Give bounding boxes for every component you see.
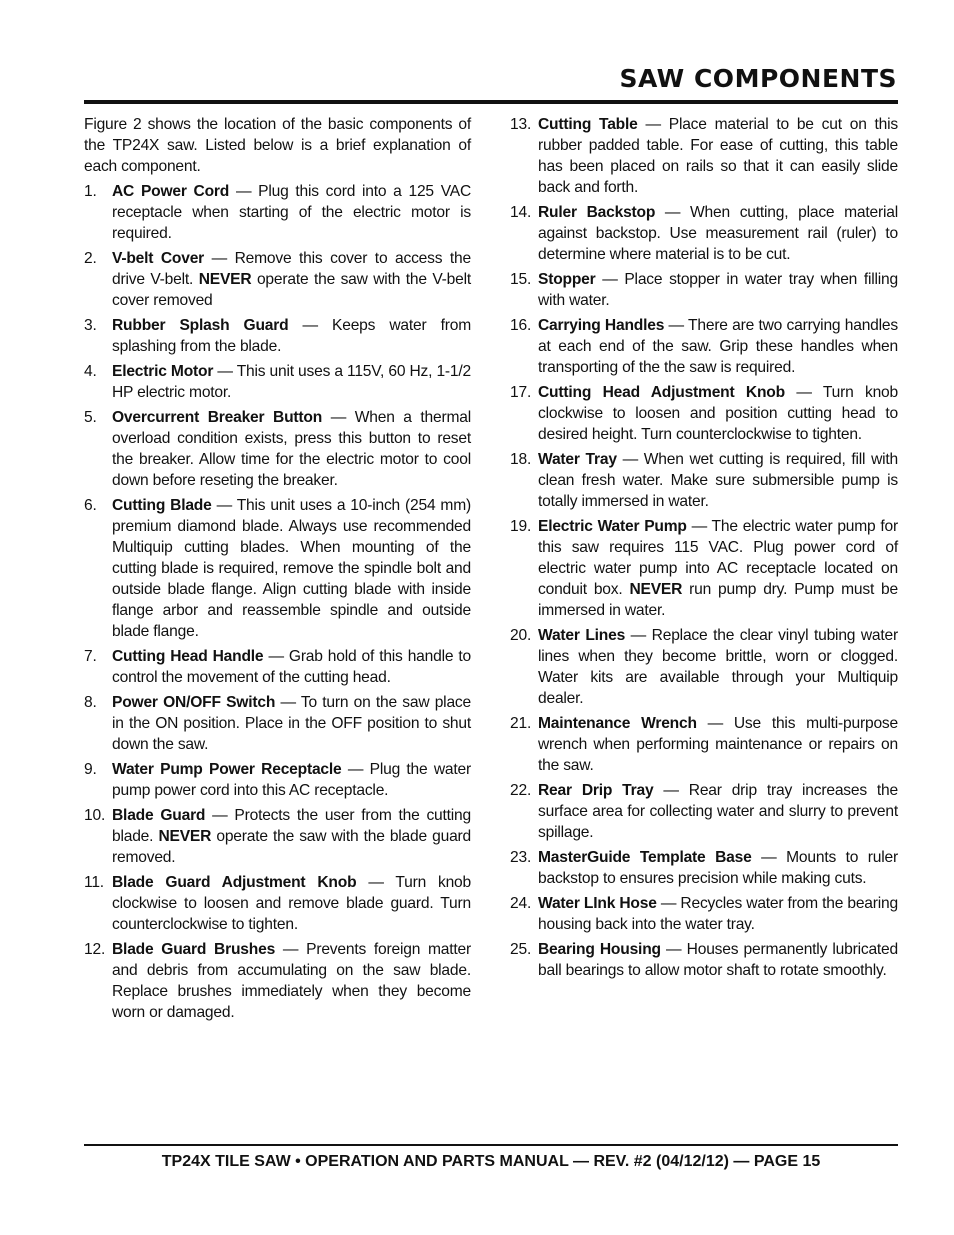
item-text: — To turn on the saw place in the ON position. Place in the OFF position to shut down the saw. [112,694,471,753]
item-number: 11. [84,874,104,891]
item-term: Carrying Handles [538,317,665,334]
item-term: MasterGuide Template Base [538,849,752,866]
item-term: AC Power Cord [112,183,230,200]
item-number: 20. [510,627,532,644]
item-number: 17. [510,384,532,401]
item-text: — When cutting, place material against backstop. Use measurement rail (ruler) to determine where material is to be cut. [538,204,898,263]
component-item [510,939,898,981]
item-text: — There are two carrying handles at each end of the saw. Grip these handles when transporting of the the saw is required. [538,317,898,376]
component-item [84,248,471,311]
component-item [510,202,898,265]
item-term: Blade Guard Adjustment Knob [112,874,357,891]
components-list-left [84,181,471,1023]
item-number: 16. [510,317,532,334]
component-item [510,449,898,512]
component-item [510,847,898,889]
component-item [510,114,898,198]
component-item [84,407,471,491]
item-term: Water Pump Power Receptacle [112,761,342,778]
item-term: Cutting Table [538,116,638,133]
item-number: 6. [84,497,97,514]
header-rule [84,100,898,104]
item-term: Cutting Head Handle [112,648,264,665]
item-text: — Turn knob clockwise to loosen and remove blade guard. Turn counterclockwise to tighten. [112,874,471,933]
item-number: 1. [84,183,97,200]
item-text: — Keeps water from splashing from the blade. [112,317,471,355]
item-text: — Grab hold of this handle to control the movement of the cutting head. [112,648,471,686]
item-number: 14. [510,204,532,221]
item-text: — Rear drip tray increases the surface area for collecting water and slurry to prevent spillage. [538,782,898,841]
components-list-right [510,114,898,981]
component-item [84,805,471,868]
item-text: run pump dry. Pump must be immersed in water. [538,581,898,619]
item-term: Bearing Housing [538,941,661,958]
component-item [510,382,898,445]
right-column [510,114,898,985]
item-term: Maintenance Wrench [538,715,697,732]
item-term: V-belt Cover [112,250,205,267]
component-item [510,893,898,935]
component-item [510,625,898,709]
item-text: — Recycles water from the bearing housing back into the water tray. [538,895,898,933]
item-number: 25. [510,941,532,958]
item-number: 15. [510,271,532,288]
component-item [510,713,898,776]
item-term: Cutting Blade [112,497,212,514]
component-item [84,181,471,244]
item-number: 13. [510,116,532,133]
item-number: 21. [510,715,532,732]
item-term: Electric Motor [112,363,214,380]
page-title: SAW COMPONENTS [619,64,897,93]
item-number: 2. [84,250,97,267]
item-term: NEVER [629,581,683,598]
item-text: — Place stopper in water tray when filling with water. [538,271,898,309]
item-number: 24. [510,895,532,912]
item-number: 4. [84,363,97,380]
page-footer: TP24X TILE SAW • OPERATION AND PARTS MANUAL — REV. #2 (04/12/12) — PAGE 15 [161,1153,821,1170]
item-term: Power ON/OFF Switch [112,694,276,711]
footer-rule [84,1144,898,1146]
item-term: Water LInk Hose [538,895,657,912]
item-number: 18. [510,451,532,468]
item-number: 7. [84,648,97,665]
item-term: NEVER [158,828,212,845]
intro-paragraph: Figure 2 shows the location of the basic components of the TP24X saw. Listed below is a brief explanation of each component. [84,116,471,175]
item-text: operate the saw with the blade guard removed. [112,828,472,866]
component-item [84,939,471,1023]
component-item [84,361,471,403]
item-number: 19. [510,518,532,535]
item-number: 12. [84,941,106,958]
left-column [84,114,471,1027]
item-text: — When a thermal overload condition exists, press this button to reset the breaker. Allow time for the electric motor to cool down before reseting the breaker. [112,409,472,489]
item-term: Rubber Splash Guard [112,317,289,334]
item-term: Blade Guard [112,807,206,824]
item-number: 5. [84,409,97,426]
item-term: NEVER [198,271,252,288]
item-number: 9. [84,761,97,778]
item-term: Stopper [538,271,596,288]
component-item [510,516,898,621]
item-term: Water Lines [538,627,626,644]
item-text: — Plug the water pump power cord into this AC receptacle. [112,761,471,799]
item-term: Cutting Head Adjustment Knob [538,384,785,401]
item-number: 22. [510,782,532,799]
item-term: Water Tray [538,451,617,468]
item-text: — The electric water pump for this saw requires 115 VAC. Plug power cord of electric water pump into AC receptacle located on conduit box. [538,518,898,598]
item-text: — Use this multi-purpose wrench when performing maintenance or repairs on the saw. [538,715,898,774]
item-text: — Prevents foreign matter and debris from accumulating on the saw blade. Replace brushes immediately when they become worn or damaged. [112,941,471,1021]
component-item [84,759,471,801]
item-text: — Remove this cover to access the drive V-belt. [112,250,471,288]
item-text: — Houses permanently lubricated ball bearings to allow motor shaft to rotate smoothly. [538,941,898,979]
item-number: 8. [84,694,97,711]
item-text: — Mounts to ruler backstop to ensures precision while making cuts. [538,849,898,887]
item-text: — Turn knob clockwise to loosen and position cutting head to desired height. Turn counterclockwise to tighten. [538,384,898,443]
component-item [84,692,471,755]
component-item [84,495,471,642]
item-number: 3. [84,317,97,334]
item-term: Overcurrent Breaker Button [112,409,323,426]
item-text: — When wet cutting is required, fill with clean fresh water. Make sure submersible pump is totally immersed in water. [538,451,899,510]
item-text: — Place material to be cut on this rubber padded table. For ease of cutting, this table has been placed on rails so that it can easily slide back and forth. [538,116,898,196]
component-item [510,315,898,378]
item-term: Rear Drip Tray [538,782,654,799]
item-text: — This unit uses a 115V, 60 Hz, 1-1/2 HP electric motor. [112,363,471,401]
item-text: — This unit uses a 10-inch (254 mm) premium diamond blade. Always use recommended Multiquip cutting blades. When mounting of the cutting blade is required, remove the spindle bolt and outside blade flange. Align cutting blade with inside flange arbor and reassemble spindle and outside blade flange. [112,497,471,640]
component-item [510,780,898,843]
item-text: — Protects the user from the cutting blade. [112,807,471,845]
item-term: Electric Water Pump [538,518,687,535]
item-text: — Replace the clear vinyl tubing water lines when they become brittle, worn or clogged. Water kits are available through your Multiquip dealer. [538,627,898,707]
item-number: 10. [84,807,106,824]
item-text: operate the saw with the V-belt cover removed [112,271,471,309]
component-item [84,646,471,688]
item-number: 23. [510,849,532,866]
item-text: — Plug this cord into a 125 VAC receptacle when starting of the electric motor is required. [112,183,472,242]
component-item [510,269,898,311]
item-term: Ruler Backstop [538,204,656,221]
item-term: Blade Guard Brushes [112,941,276,958]
component-item [84,872,471,935]
component-item [84,315,471,357]
